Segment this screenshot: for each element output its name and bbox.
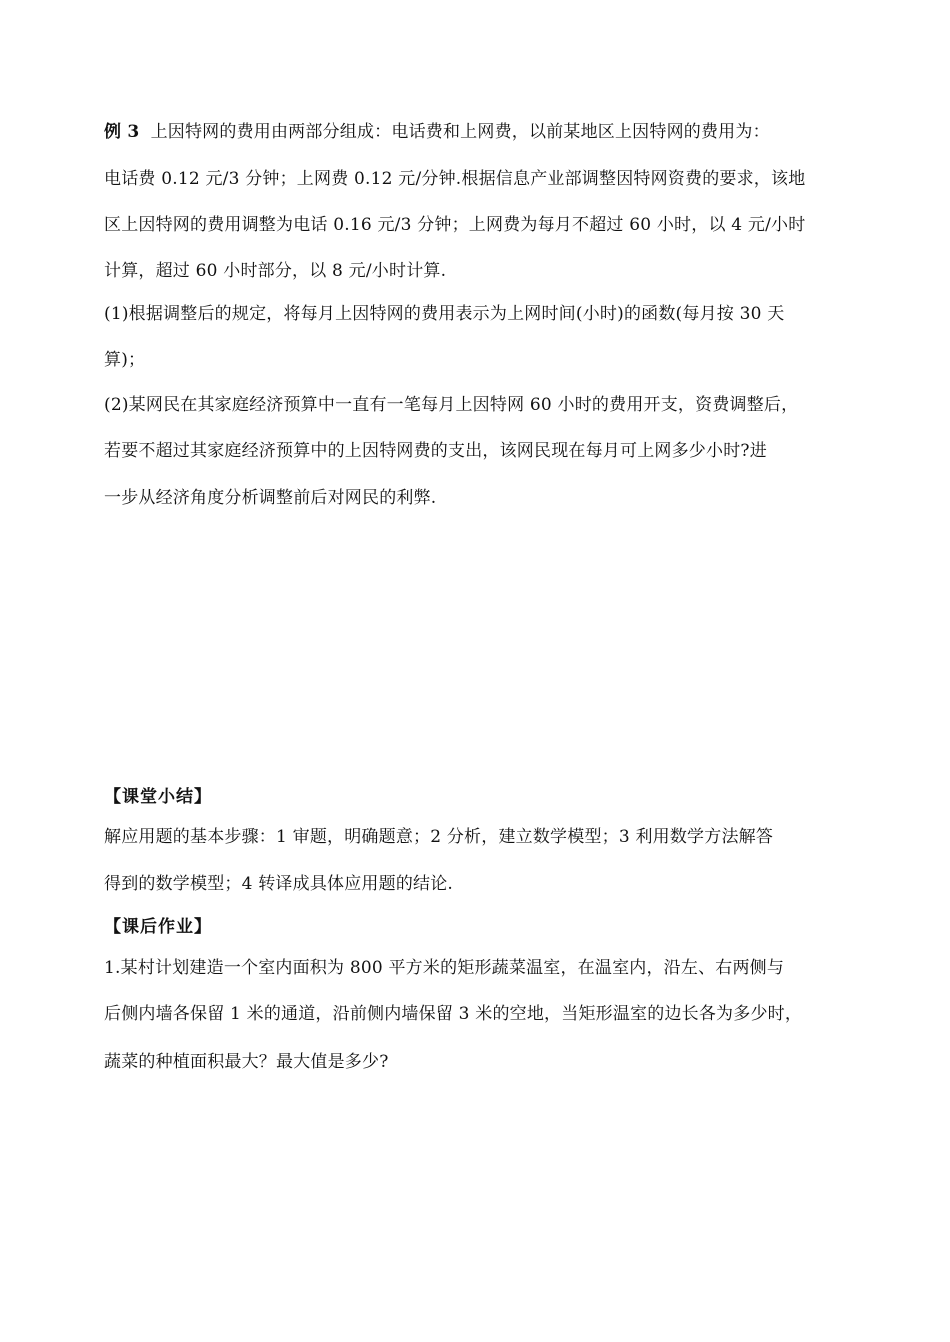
homework-line-1: 1.某村计划建造一个室内面积为 800 平方米的矩形蔬菜温室，在温室内，沿左、右两侧与 — [104, 958, 785, 978]
example3-line-6: 算)； — [104, 350, 146, 370]
example3-line-4: 计算，超过 60 小时部分，以 8 元/小时计算. — [104, 261, 447, 281]
example3-line-7: (2)某网民在其家庭经济预算中一直有一笔每月上因特网 60 小时的费用开支，资费调整后， — [104, 395, 799, 415]
example3-label: 例 3 — [104, 122, 140, 142]
example3-line-2: 电话费 0.12 元/3 分钟；上网费 0.12 元/分钟.根据信息产业部调整因特网资费的要求，该地 — [104, 169, 806, 189]
summary-line-1: 解应用题的基本步骤：1 审题，明确题意；2 分析，建立数学模型；3 利用数学方法解答 — [104, 827, 774, 847]
example3-line-9: 一步从经济角度分析调整前后对网民的利弊. — [104, 488, 437, 508]
example3-text-1: 上因特网的费用由两部分组成：电话费和上网费，以前某地区上因特网的费用为： — [150, 122, 770, 142]
homework-line-2: 后侧内墙各保留 1 米的通道，沿前侧内墙保留 3 米的空地，当矩形温室的边长各为多少时， — [104, 1004, 803, 1024]
example3-line-3: 区上因特网的费用调整为电话 0.16 元/3 分钟；上网费为每月不超过 60 小时，以 4 元/小时 — [104, 215, 806, 235]
example3-line-1 — [104, 120, 770, 144]
homework-line-3: 蔬菜的种植面积最大？最大值是多少? — [104, 1052, 389, 1072]
summary-line-2: 得到的数学模型；4 转译成具体应用题的结论. — [104, 874, 454, 894]
summary-heading: 【课堂小结】 — [104, 787, 212, 807]
homework-heading: 【课后作业】 — [104, 917, 212, 937]
example3-line-5: (1)根据调整后的规定，将每月上因特网的费用表示为上网时间(小时)的函数(每月按 30 天 — [104, 304, 785, 324]
example3-line-8: 若要不超过其家庭经济预算中的上因特网费的支出，该网民现在每月可上网多少小时?进 — [104, 441, 767, 461]
